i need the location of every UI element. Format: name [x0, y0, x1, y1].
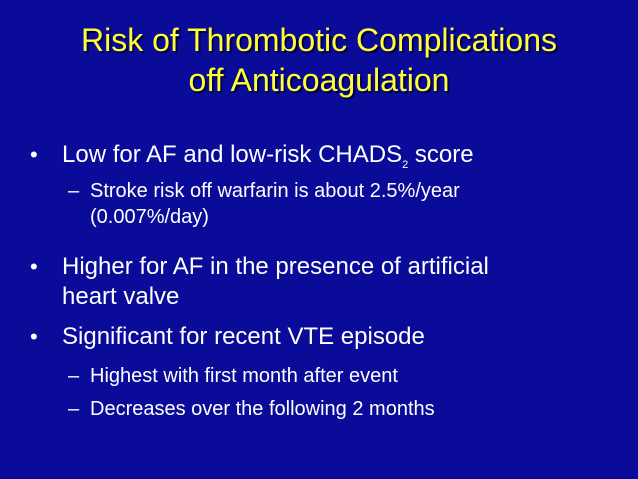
bullet-1-text-main: Low for AF and low-risk CHADS — [62, 141, 403, 168]
subbullet-marker-3-2: – — [68, 398, 80, 420]
subbullet-3-1: Highest with first month after event — [90, 365, 398, 387]
bullet-3-text: Significant for recent VTE episode — [62, 323, 425, 350]
bullet-marker-3: • — [30, 324, 38, 349]
subbullet-marker-1-1: – — [68, 180, 80, 202]
subbullet-1-1-line-2: (0.007%/day) — [90, 206, 209, 228]
subbullet-3-2: Decreases over the following 2 months — [90, 398, 435, 420]
bullet-2-line-2: heart valve — [62, 283, 180, 310]
bullet-marker-1: • — [30, 142, 38, 167]
bullet-2 — [62, 252, 489, 312]
subbullet-1-1-line-1: Stroke risk off warfarin is about 2.5%/year — [90, 180, 460, 202]
bullet-2-line-1: Higher for AF in the presence of artificial — [62, 253, 489, 280]
title-line-1: Risk of Thrombotic Complications — [80, 22, 557, 58]
title-line-2: off Anticoagulation — [188, 62, 450, 98]
bullet-1-text — [62, 140, 474, 174]
subbullet-marker-3-1: – — [68, 365, 80, 387]
bullet-marker-2: • — [30, 254, 38, 279]
subbullet-1-1 — [90, 178, 460, 230]
chads-subscript: 2 — [402, 159, 409, 171]
bullet-1-text-end: score — [408, 141, 474, 168]
slide-title — [0, 20, 638, 100]
